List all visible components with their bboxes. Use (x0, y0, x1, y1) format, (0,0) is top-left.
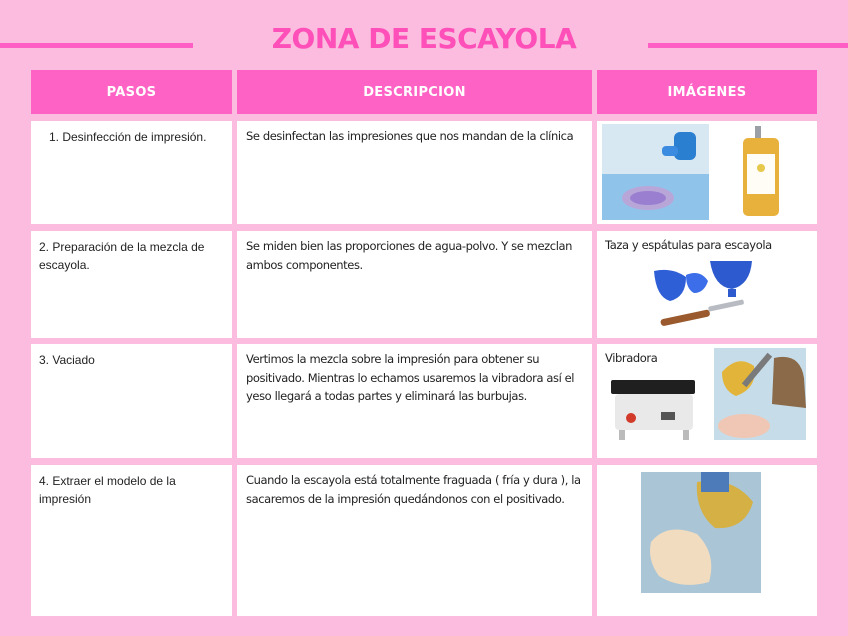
disinfectant-bottle-photo (737, 124, 787, 220)
header-pasos: PASOS (31, 70, 232, 114)
row-1-descripcion: Se desinfectan las impresiones que nos mandan de la clínica (237, 121, 592, 224)
row-4-paso: 4. Extraer el modelo de la impresión (31, 465, 232, 616)
mixing-bowls-spatula-photo (652, 259, 757, 331)
header-descripcion: DESCRIPCION (237, 70, 592, 114)
impression-disinfection-photo (602, 124, 709, 220)
header-imagenes: IMÁGENES (597, 70, 817, 114)
row-2-paso: 2. Preparación de la mezcla de escayola. (31, 231, 232, 338)
row-3-paso: 3. Vaciado (31, 344, 232, 458)
extracted-model-photo (641, 472, 761, 593)
row-1-paso-text: 1. Desinfección de impresión. (49, 130, 207, 144)
row-3-descripcion: Vertimos la mezcla sobre la impresión para obtener su positivado. Mientras lo echamos usaremos la vibradora así el yeso llegará a todas partes y eliminará las burbujas. (237, 344, 592, 458)
row-2-image-caption: Taza y espátulas para escayola (605, 238, 772, 252)
row-2-descripcion: Se miden bien las proporciones de agua-polvo. Y se mezclan ambos componentes. (237, 231, 592, 338)
vibrator-machine-photo (605, 378, 703, 448)
row-3-image-caption: Vibradora (605, 351, 658, 365)
row-4-imagenes (597, 465, 817, 616)
row-1-imagenes (597, 121, 817, 224)
row-2-imagenes (597, 231, 817, 338)
pouring-plaster-photo (714, 348, 806, 440)
row-3-imagenes (597, 344, 817, 458)
row-1-paso (31, 121, 232, 224)
page-title: ZONA DE ESCAYOLA (271, 22, 577, 55)
row-4-descripcion: Cuando la escayola está totalmente fraguada ( fría y dura ), la sacaremos de la impresión quedándonos con el positivado. (237, 465, 592, 616)
